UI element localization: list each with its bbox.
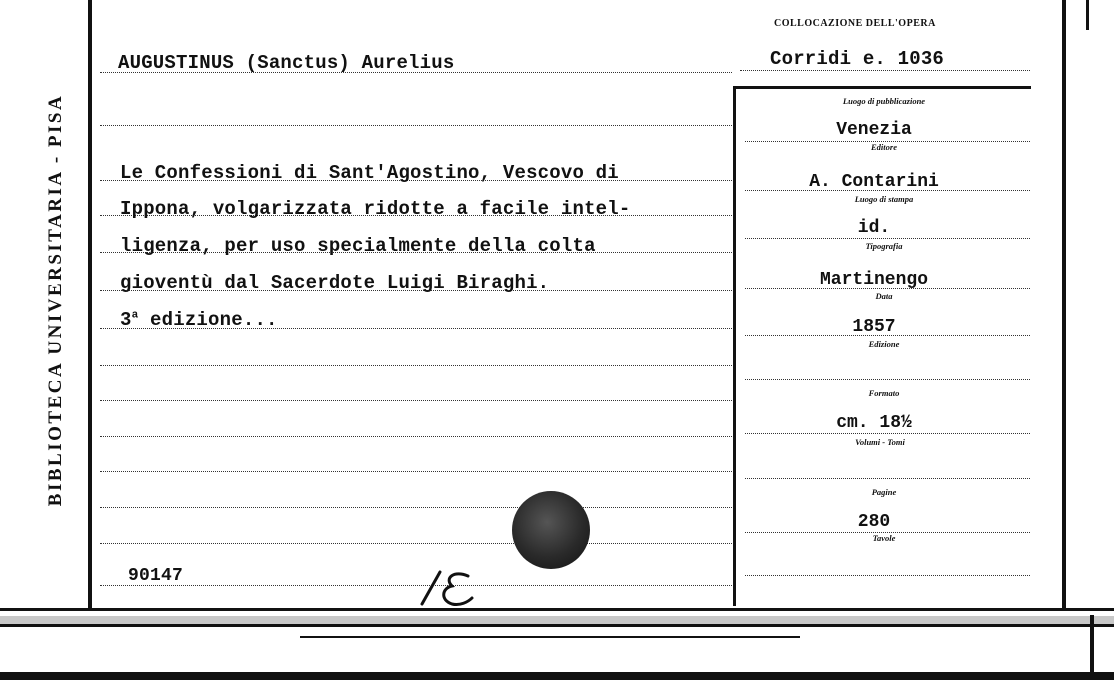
rule (100, 507, 732, 508)
label-formato: Formato (868, 388, 900, 398)
bottom-rule (0, 624, 1114, 627)
value-formato: cm. 18½ (836, 413, 912, 433)
value-editore: A. Contarini (809, 172, 939, 192)
rule (745, 433, 1030, 434)
edition-statement (120, 309, 278, 331)
bottom-right-edge (1090, 615, 1094, 675)
rule (745, 288, 1030, 289)
title-line-3: ligenza, per uso specialmente della colta (120, 235, 596, 257)
field-column-divider (733, 88, 736, 606)
edition-number: 3 (120, 309, 132, 331)
rule (740, 70, 1030, 71)
rule (100, 400, 732, 401)
rule (745, 575, 1030, 576)
inventory-number: 90147 (128, 566, 184, 586)
edition-superscript: a (131, 309, 139, 322)
value-luogo-pubblicazione: Venezia (836, 120, 912, 140)
rule (745, 190, 1030, 191)
shelfmark: Corridi e. 1036 (770, 48, 945, 70)
title-line-2: Ippona, volgarizzata ridotte a facile intel- (120, 198, 631, 220)
rule (100, 125, 732, 126)
rule (100, 543, 732, 544)
bottom-edge (0, 672, 1114, 680)
handwritten-mark (418, 566, 478, 608)
edition-text: edizione... (138, 309, 278, 331)
value-luogo-stampa: id. (857, 218, 891, 238)
rule (100, 436, 732, 437)
field-column-top-rule (733, 86, 1031, 89)
label-luogo-pubblicazione: Luogo di pubblicazione (842, 96, 926, 106)
right-frame-rule-outer (1086, 0, 1089, 30)
rule (745, 238, 1030, 239)
left-margin-rule (88, 0, 92, 608)
rule (745, 335, 1030, 336)
right-frame-rule (1062, 0, 1066, 608)
rule (100, 585, 732, 586)
bottom-shadow (0, 616, 1114, 624)
label-data: Data (875, 291, 893, 301)
label-editore: Editore (871, 142, 897, 152)
rule (100, 471, 732, 472)
label-tipografia: Tipografia (865, 241, 903, 251)
label-edizione: Edizione (868, 339, 900, 349)
value-data: 1857 (852, 317, 896, 337)
rule (745, 379, 1030, 380)
rule (745, 478, 1030, 479)
author-heading: AUGUSTINUS (Sanctus) Aurelius (118, 52, 455, 74)
collocazione-heading: COLLOCAZIONE DELL'OPERA (774, 18, 936, 29)
value-tipografia: Martinengo (819, 270, 929, 290)
title-line-4: gioventù dal Sacerdote Luigi Biraghi. (120, 272, 550, 294)
label-pagine: Pagine (871, 487, 897, 497)
value-pagine: 280 (857, 512, 891, 532)
library-name-vertical: BIBLIOTECA UNIVERSITARIA - PISA (45, 93, 66, 507)
label-volumi-tomi: Volumi - Tomi (855, 437, 905, 447)
label-luogo-stampa: Luogo di stampa (854, 194, 914, 204)
title-line-1: Le Confessioni di Sant'Agostino, Vescovo di (120, 162, 619, 184)
label-tavole: Tavole (872, 533, 896, 543)
rule (100, 365, 732, 366)
bottom-rule (0, 608, 1114, 611)
library-stamp (512, 491, 590, 569)
bottom-rule (300, 636, 800, 638)
